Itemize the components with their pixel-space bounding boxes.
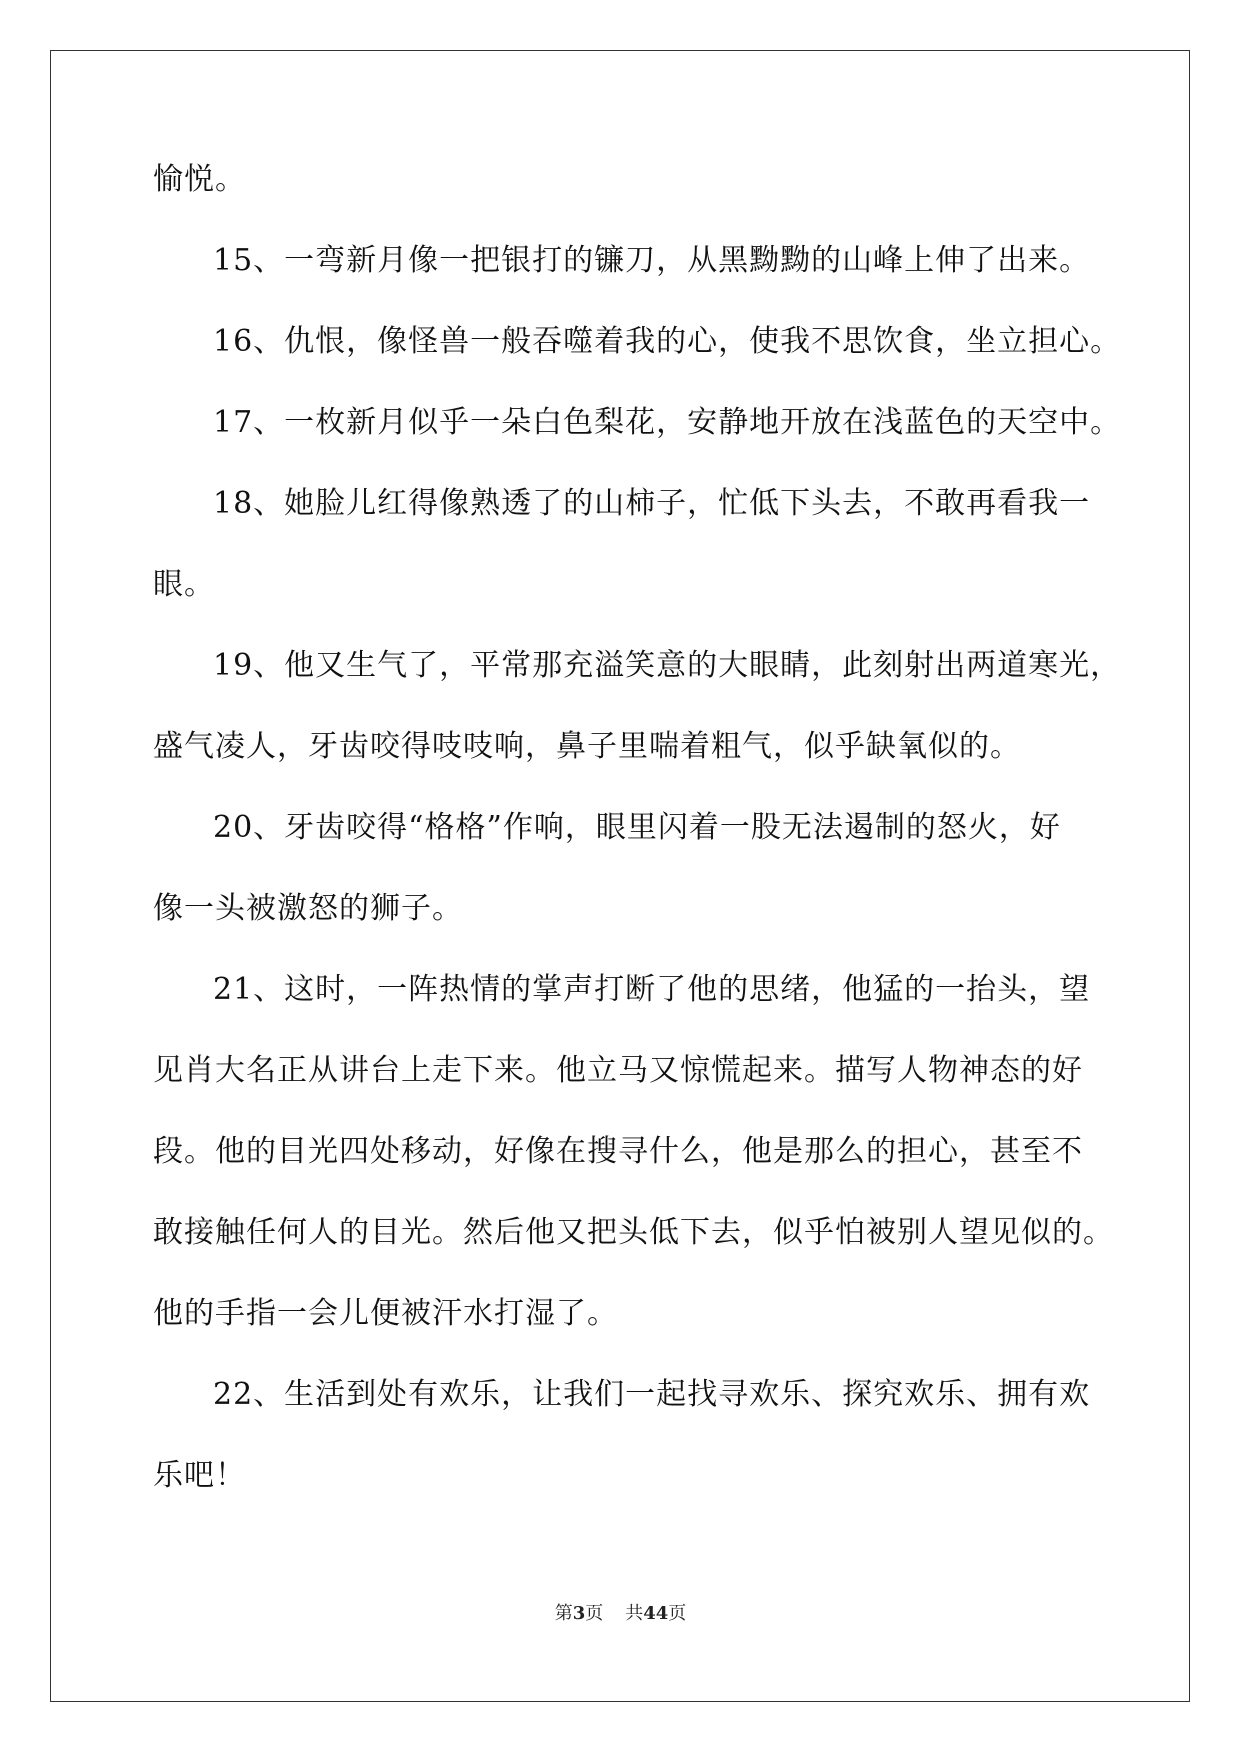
total-pages: 44 (643, 1603, 669, 1624)
text-line: 16、仇恨，像怪兽一般吞噬着我的心，使我不思饮食，坐立担心。 (213, 324, 1122, 359)
text-line: 像一头被激怒的狮子。 (153, 891, 463, 926)
text-line: 15、一弯新月像一把银打的镰刀，从黑黝黝的山峰上伸了出来。 (213, 243, 1091, 278)
text-line: 眼。 (153, 567, 215, 602)
document-body (153, 160, 1122, 1537)
text-line: 愉悦。 (153, 162, 246, 197)
page-footer (0, 1602, 1241, 1626)
text-line: 22、生活到处有欢乐，让我们一起找寻欢乐、探究欢乐、拥有欢 (213, 1377, 1091, 1412)
text-line: 见肖大名正从讲台上走下来。他立马又惊慌起来。描写人物神态的好 (153, 1053, 1083, 1088)
text-line: 17、一枚新月似乎一朵白色梨花，安静地开放在浅蓝色的天空中。 (213, 405, 1122, 440)
text-line: 20、牙齿咬得“格格”作响，眼里闪着一股无法遏制的怒火，好 (213, 810, 1061, 845)
text-line: 19、他又生气了，平常那充溢笑意的大眼睛，此刻射出两道寒光， (213, 648, 1122, 683)
total-suffix: 页 (668, 1603, 687, 1624)
page-prefix: 第 (554, 1603, 573, 1624)
page-suffix: 页 (585, 1603, 604, 1624)
total-prefix: 共 (625, 1603, 644, 1624)
text-line: 18、她脸儿红得像熟透了的山柿子，忙低下头去，不敢再看我一 (213, 486, 1091, 521)
text-line: 他的手指一会儿便被汗水打湿了。 (153, 1296, 618, 1331)
text-line: 段。他的目光四处移动，好像在搜寻什么，他是那么的担心，甚至不 (153, 1134, 1083, 1169)
text-line: 盛气凌人，牙齿咬得吱吱响，鼻子里喘着粗气，似乎缺氧似的。 (153, 729, 1021, 764)
text-line: 敢接触任何人的目光。然后他又把头低下去，似乎怕被别人望见似的。 (153, 1215, 1114, 1250)
page-number: 3 (572, 1603, 586, 1624)
text-line: 乐吧！ (153, 1458, 246, 1493)
text-line: 21、这时，一阵热情的掌声打断了他的思绪，他猛的一抬头，望 (213, 972, 1091, 1007)
